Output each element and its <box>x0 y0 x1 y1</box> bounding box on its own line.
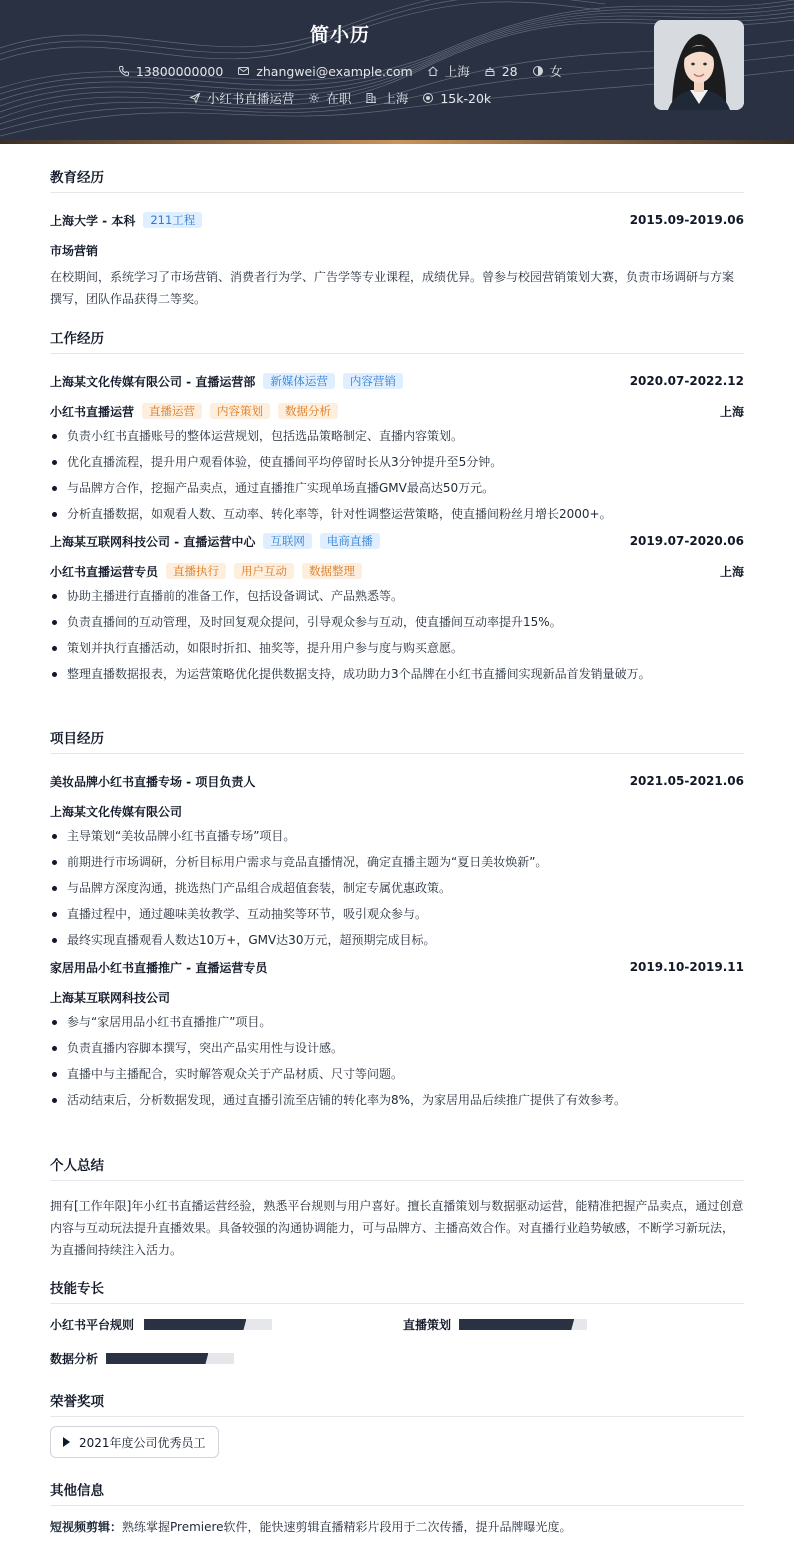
job-bullets <box>50 423 744 527</box>
skill-item <box>50 1316 272 1333</box>
city-info <box>427 62 470 80</box>
education-date: 2015.09-2019.06 <box>629 213 744 227</box>
list-item: 直播过程中，通过趣味美妆教学、互动抽奖等环节，吸引观众参与。 <box>50 901 744 927</box>
job-bullets <box>50 583 744 687</box>
projects-title: 项目经历 <box>50 727 744 754</box>
project-bullets <box>50 823 744 953</box>
role-tag: 直播执行 <box>166 563 226 579</box>
age-text: 28 <box>501 63 518 79</box>
list-item: 主导策划“美妆品牌小红书直播专场”项目。 <box>50 823 744 849</box>
skill-name: 数据分析 <box>50 1352 99 1366</box>
summary-text: 拥有[工作年限]年小红书直播运营经验，熟悉平台规则与用户喜好。擅长直播策划与数据驱动运营，能精准把握产品卖点，通过创意内容与互动玩法提升直播效果。具备较强的沟通协调能力，可与品牌方、主播高效合作。对直播行业趋势敏感，不断学习新玩法，为直播间持续注入活力。 <box>50 1199 744 1257</box>
salary-icon <box>422 92 434 104</box>
project-org-row <box>50 803 744 819</box>
work-section <box>50 327 744 687</box>
company-name: 上海某文化传媒有限公司 - 直播运营部 <box>50 374 256 389</box>
other-text-row <box>50 1516 744 1538</box>
skill-name: 直播策划 <box>403 1318 452 1332</box>
list-item: 直播中与主播配合，实时解答观众关于产品材质、尺寸等问题。 <box>50 1061 744 1087</box>
candidate-name: 简小历 <box>309 24 370 46</box>
award-item[interactable] <box>50 1426 219 1458</box>
job-date: 2019.07-2020.06 <box>629 534 744 548</box>
skill-bar <box>144 1319 272 1330</box>
skill-bar-fill <box>106 1353 208 1364</box>
age-info <box>484 64 518 79</box>
job-header-row <box>50 533 744 549</box>
job-role: 小红书直播运营专员 <box>50 564 159 579</box>
list-item: 活动结束后，分析数据发现，通过直播引流至店铺的转化率为8%，为家居用品后续推广提供了有效参考。 <box>50 1087 744 1113</box>
job-role-row <box>50 403 744 419</box>
skills-title: 技能专长 <box>50 1277 744 1304</box>
project-name: 美妆品牌小红书直播专场 - 项目负责人 <box>50 774 256 789</box>
other-section <box>50 1479 744 1538</box>
skill-name: 小红书平台规则 <box>50 1318 135 1332</box>
skills-section <box>50 1277 744 1304</box>
target-city-text: 上海 <box>383 91 409 106</box>
list-item: 与品牌方深度沟通，挑选热门产品组合成超值套装，制定专属优惠政策。 <box>50 875 744 901</box>
role-tag: 数据整理 <box>302 563 362 579</box>
job-intent-row <box>0 89 680 107</box>
skill-bar <box>106 1353 234 1364</box>
award-text: 2021年度公司优秀员工 <box>79 1435 206 1450</box>
send-icon <box>189 92 201 104</box>
list-item: 与品牌方合作，挖掘产品卖点，通过直播推广实现单场直播GMV最高达50万元。 <box>50 475 744 501</box>
play-icon <box>63 1437 70 1447</box>
project-org-row <box>50 989 744 1005</box>
salary-info <box>422 91 491 106</box>
age-icon <box>484 65 496 77</box>
other-title: 其他信息 <box>50 1479 744 1506</box>
profile-photo <box>654 20 744 110</box>
company-tag: 电商直播 <box>320 533 380 549</box>
portrait-image <box>654 20 744 110</box>
school-name: 上海大学 - 本科 <box>50 213 136 228</box>
status-info <box>308 89 351 107</box>
skill-bar <box>459 1319 587 1330</box>
project-header-row <box>50 773 744 789</box>
list-item: 负责直播内容脚本撰写，突出产品实用性与设计感。 <box>50 1035 744 1061</box>
phone-icon <box>118 65 130 77</box>
role-tag: 数据分析 <box>278 403 338 419</box>
building-icon <box>365 92 377 104</box>
project-date: 2019.10-2019.11 <box>629 960 744 974</box>
status-text: 在职 <box>326 91 352 106</box>
job-date: 2020.07-2022.12 <box>629 374 744 388</box>
list-item: 前期进行市场调研，分析目标用户需求与竞品直播情况，确定直播主题为“夏日美妆焕新”。 <box>50 849 744 875</box>
work-title: 工作经历 <box>50 327 744 354</box>
gender-info <box>532 62 563 80</box>
project-org: 上海某互联网科技公司 <box>50 990 171 1005</box>
project-org: 上海某文化传媒有限公司 <box>50 804 183 819</box>
contact-row <box>0 62 680 80</box>
skill-item <box>403 1316 587 1333</box>
company-tag: 内容营销 <box>343 373 403 389</box>
company-tag: 互联网 <box>263 533 312 549</box>
home-icon <box>427 65 439 77</box>
awards-title: 荣誉奖项 <box>50 1390 744 1417</box>
list-item: 负责小红书直播账号的整体运营规划，包括选品策略制定、直播内容策划。 <box>50 423 744 449</box>
other-label: 短视频剪辑： <box>50 1520 123 1534</box>
major-row <box>50 242 744 258</box>
position-text: 小红书直播运营 <box>206 91 295 106</box>
education-description: 在校期间，系统学习了市场营销、消费者行为学、广告学等专业课程，成绩优异。曾参与校园营销策划大赛，负责市场调研与方案撰写，团队作品获得二等奖。 <box>50 270 735 306</box>
awards-section <box>50 1390 744 1417</box>
list-item: 参与“家居用品小红书直播推广”项目。 <box>50 1009 744 1035</box>
list-item: 优化直播流程，提升用户观看体验，使直播间平均停留时长从3分钟提升至5分钟。 <box>50 449 744 475</box>
list-item: 负责直播间的互动管理，及时回复观众提问，引导观众参与互动，使直播间互动率提升15%。 <box>50 609 744 635</box>
phone-info <box>118 64 223 79</box>
salary-text: 15k-20k <box>440 90 492 106</box>
gender-text: 女 <box>549 64 563 79</box>
phone-text: 13800000000 <box>135 63 224 79</box>
list-item: 整理直播数据报表，为运营策略优化提供数据支持，成功助力3个品牌在小红书直播间实现新品首发销量破万。 <box>50 661 744 687</box>
role-tag: 直播运营 <box>142 403 202 419</box>
summary-section <box>50 1154 744 1261</box>
skill-bar-fill <box>144 1319 246 1330</box>
job-role: 小红书直播运营 <box>50 404 135 419</box>
skill-item <box>50 1350 234 1367</box>
project-date: 2021.05-2021.06 <box>629 774 744 788</box>
job-header-row <box>50 373 744 389</box>
job-location: 上海 <box>719 404 744 419</box>
target-city-info <box>365 89 408 107</box>
role-tag: 内容策划 <box>210 403 270 419</box>
role-tag: 用户互动 <box>234 563 294 579</box>
position-info <box>189 89 295 107</box>
projects-section <box>50 727 744 1113</box>
job-role-row <box>50 563 744 579</box>
header-gold-divider <box>0 140 794 144</box>
job-location: 上海 <box>719 564 744 579</box>
city-text: 上海 <box>444 64 470 79</box>
project-bullets <box>50 1009 744 1113</box>
list-item: 分析直播数据，如观看人数、互动率、转化率等，针对性调整运营策略，使直播间粉丝月增长2000+。 <box>50 501 744 527</box>
list-item: 最终实现直播观看人数达10万+，GMV达30万元，超预期完成目标。 <box>50 927 744 953</box>
resume-header <box>0 0 794 140</box>
school-tag: 211工程 <box>143 212 202 228</box>
project-name: 家居用品小红书直播推广 - 直播运营专员 <box>50 960 268 975</box>
list-item: 策划并执行直播活动，如限时折扣、抽奖等，提升用户参与度与购买意愿。 <box>50 635 744 661</box>
company-tag: 新媒体运营 <box>263 373 335 389</box>
gender-icon <box>532 65 544 77</box>
project-header-row <box>50 959 744 975</box>
education-section <box>50 166 744 310</box>
list-item: 协助主播进行直播前的准备工作，包括设备调试、产品熟悉等。 <box>50 583 744 609</box>
company-name: 上海某互联网科技公司 - 直播运营中心 <box>50 534 256 549</box>
mail-icon <box>237 65 250 77</box>
email-info <box>237 64 412 79</box>
education-row <box>50 212 744 228</box>
education-title: 教育经历 <box>50 166 744 193</box>
summary-title: 个人总结 <box>50 1154 744 1181</box>
status-icon <box>308 92 320 104</box>
email-text: zhangwei@example.com <box>256 63 413 79</box>
major-name: 市场营销 <box>50 243 99 258</box>
skill-bar-fill <box>459 1319 574 1330</box>
other-text: 熟练掌握Premiere软件，能快速剪辑直播精彩片段用于二次传播，提升品牌曝光度。 <box>122 1520 572 1534</box>
